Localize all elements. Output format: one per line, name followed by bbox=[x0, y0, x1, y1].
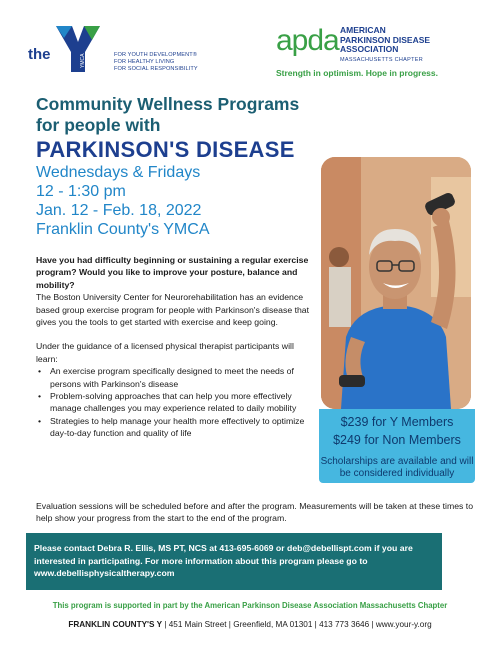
evaluation-text: Evaluation sessions will be scheduled before and after the program. Measurements will be taken at these times to help show your progress from the start to the end of the program. bbox=[36, 501, 474, 524]
support-note: This program is supported in part by the American Parkinson Disease Association Massachusetts Chapter bbox=[52, 601, 448, 610]
list-item: • An exercise program specifically designed to meet the needs of persons with Parkinson's disease bbox=[36, 365, 318, 390]
schedule-dates: Jan. 12 - Feb. 18, 2022 bbox=[36, 202, 202, 219]
price-y-members: $239 for Y Members bbox=[340, 415, 454, 429]
scholarship-note: Scholarships are available and will be considered individually bbox=[320, 456, 474, 479]
disease-heading: PARKINSON'S DISEASE bbox=[36, 137, 295, 162]
man-with-dumbbells-image bbox=[321, 157, 471, 409]
program-description bbox=[36, 254, 318, 440]
pricing-box bbox=[319, 409, 475, 483]
svg-text:YMCA: YMCA bbox=[80, 53, 86, 68]
guidance-text: Under the guidance of a licensed physical therapist participants will learn: bbox=[36, 341, 294, 364]
footer-org: FRANKLIN COUNTY'S Y bbox=[68, 620, 163, 629]
page-title bbox=[36, 94, 356, 136]
title-line-1: Community Wellness Programs bbox=[36, 94, 300, 114]
contact-banner bbox=[26, 533, 442, 590]
apda-logo bbox=[276, 24, 486, 84]
list-item: • Problem-solving approaches that can help you more effectively manage challenges you may experience related to daily mobility bbox=[36, 390, 318, 415]
ymca-logo bbox=[28, 24, 228, 84]
apda-chapter: MASSACHUSETTS CHAPTER bbox=[340, 57, 424, 63]
apda-mark: apda bbox=[276, 24, 339, 57]
ymca-tagline-line: FOR HEALTHY LIVING bbox=[114, 59, 175, 65]
ymca-tagline bbox=[114, 52, 198, 73]
schedule bbox=[36, 163, 209, 239]
ymca-the-text: the bbox=[28, 46, 51, 63]
apda-name-line: ASSOCIATION bbox=[340, 44, 399, 54]
apda-name-line: PARKINSON DISEASE bbox=[340, 34, 431, 45]
ymca-tagline-line: FOR SOCIAL RESPONSIBILITY bbox=[114, 66, 198, 72]
price-non-members: $249 for Non Members bbox=[333, 433, 461, 447]
footer bbox=[0, 620, 500, 629]
contact-text: Please contact Debra R. Ellis, MS PT, NCS at 413-695-6069 or deb@debellispt.com if you are interested in participating. For more information about this program please go to www.debellisphysicaltherapy.com bbox=[34, 543, 413, 578]
participant-photo bbox=[321, 157, 471, 409]
schedule-location: Franklin County's YMCA bbox=[36, 221, 210, 238]
footer-address: | 451 Main Street | Greenfield, MA 01301 | 413 773 3646 | www.your-y.org bbox=[162, 620, 432, 629]
title-line-2: for people with bbox=[36, 115, 161, 135]
list-item: • Strategies to help manage your health more effectively to optimize day-to-day function and quality of life bbox=[36, 415, 318, 440]
schedule-time: 12 - 1:30 pm bbox=[36, 183, 126, 200]
ymca-y-icon bbox=[54, 24, 102, 74]
schedule-days: Wednesdays & Fridays bbox=[36, 164, 201, 181]
benefits-list bbox=[36, 365, 318, 439]
apda-name bbox=[340, 26, 430, 55]
apda-name-line: AMERICAN bbox=[340, 25, 386, 35]
intro-paragraph: The Boston University Center for Neurorehabilitation has an evidence based group exercise program for people with Parkinson's disease that gives you the tools to get started with exercise and keep going. bbox=[36, 292, 310, 328]
intro-question: Have you had difficulty beginning or sustaining a regular exercise program? Would you like to improve your posture, balance and mobility? bbox=[36, 255, 309, 290]
ymca-tagline-line: FOR YOUTH DEVELOPMENT® bbox=[114, 52, 197, 58]
apda-slogan: Strength in optimism. Hope in progress. bbox=[276, 68, 438, 78]
